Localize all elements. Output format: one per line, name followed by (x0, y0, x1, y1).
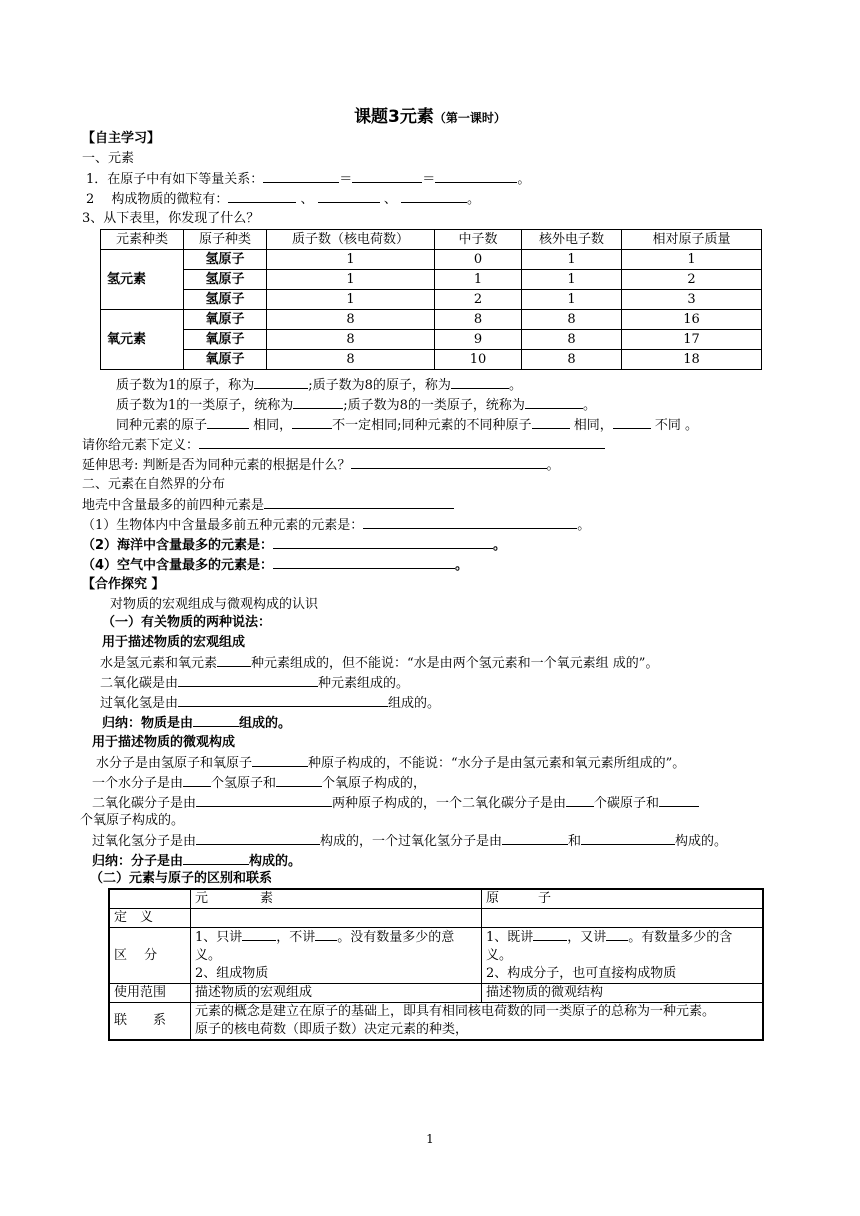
macro-line-1: 水是氢元素和氧元素 种元素组成的，但不能说：“水是由两个氢元素和一个氧元素组 成的”。 (100, 656, 659, 671)
micro-line-2: 一个水分子是由 个氢原子和 个氧原子构成的， (92, 776, 427, 791)
table-row: 定 义 (109, 909, 763, 928)
statement-3: 同种元素的原子 相同， 不一定相同;同种元素的不同种原子 相同， 不同 。 (116, 418, 698, 433)
part-one-heading: 一、元素 (82, 151, 135, 166)
subsection-2: （二）元素与原子的区别和联系 (90, 871, 273, 886)
bio-question: （1）生物体内中含量最多前五种元素的元素是： 。 (82, 518, 591, 533)
table-row: 氧原子 8 10 8 18 (101, 350, 762, 370)
macro-line-2: 二氧化碳是由 种元素组成的。 (100, 676, 410, 691)
table-row: 氢元素 氢原子 1 0 1 1 (101, 250, 762, 270)
question-3: 3、从下表里，你发现了什么？ (82, 211, 260, 226)
element-hydrogen: 氢元素 (101, 250, 184, 310)
subsection-1: （一）有关物质的两种说法： (102, 615, 272, 630)
micro-line-3: 二氧化碳分子是由 两种原子构成的，一个二氧化碳分子是由 个碳原子和 (92, 794, 699, 813)
page-title: 课题3元素（第一课时） (354, 107, 506, 127)
micro-line-3-cont: 个氧原子构成的。 (80, 813, 185, 828)
section-cooperative: 【合作探究 】 (82, 577, 165, 592)
table-row: 区 分 1、只讲 ，不讲 。没有数量多少的意义。 2、组成物质 1、既讲 ，又讲 。有数量多少的含义。 2、构成分子，也可直接构成物质 (109, 928, 763, 984)
ocean-question: （2）海洋中含量最多的元素是： 。 (82, 538, 507, 553)
table-row: 氢原子 1 1 1 2 (101, 270, 762, 290)
micro-line-1: 水分子是由氢原子和氧原子 种原子构成的，不能说：“水分子是由氢元素和氧元素所组成的”。 (96, 756, 686, 771)
element-oxygen: 氧元素 (101, 310, 184, 370)
macro-heading: 用于描述物质的宏观组成 (102, 635, 246, 650)
table-row: 氧原子 8 9 8 17 (101, 330, 762, 350)
element-atom-table (108, 888, 764, 1041)
question-1: 1．在原子中有如下等量关系： ＝ ＝ 。 (86, 172, 531, 187)
table-row: 氢原子 1 2 1 3 (101, 290, 762, 310)
air-question: （4）空气中含量最多的元素是： 。 (82, 558, 469, 573)
summary-1: 归纳：物质是由 组成的。 (102, 716, 292, 731)
page-number: 1 (426, 1132, 434, 1146)
statement-2: 质子数为1的一类原子，统称为 ;质子数为8的一类原子，统称为 。 (116, 398, 596, 413)
define-element: 请你给元素下定义： (82, 436, 605, 455)
table-header-row: 元 素 原 子 (109, 889, 763, 909)
isotope-table (100, 229, 762, 370)
crust-question: 地壳中含量最多的前四种元素是 (82, 496, 454, 515)
summary-2: 归纳：分子是由 构成的。 (92, 854, 302, 869)
statement-1: 质子数为1的原子，称为 ;质子数为8的原子，称为 。 (116, 378, 522, 393)
extended-thinking: 延伸思考: 判断是否为同种元素的根据是什么？ 。 (82, 458, 560, 473)
micro-heading: 用于描述物质的微观构成 (92, 735, 236, 750)
table-header-row: 元素种类 原子种类 质子数（核电荷数） 中子数 核外电子数 相对原子质量 (101, 230, 762, 250)
part-two-heading: 二、元素在自然界的分布 (82, 477, 226, 492)
question-2: 2 构成物质的微粒有： 、 、 。 (86, 192, 481, 207)
table-row: 氧元素 氧原子 8 8 8 16 (101, 310, 762, 330)
coop-intro: 对物质的宏观组成与微观构成的认识 (110, 597, 319, 612)
table-row: 联 系 元素的概念是建立在原子的基础上，即具有相同核电荷数的同一类原子的总称为一种元素。 原子的核电荷数（即质子数）决定元素的种类， (109, 1003, 763, 1041)
micro-line-4: 过氧化氢分子是由 构成的，一个过氧化氢分子是由 和 构成的。 (92, 834, 728, 849)
section-self-study: 【自主学习】 (82, 131, 161, 146)
table-row: 使用范围 描述物质的宏观组成 描述物质的微观结构 (109, 984, 763, 1003)
macro-line-3: 过氧化氢是由 组成的。 (100, 696, 441, 711)
